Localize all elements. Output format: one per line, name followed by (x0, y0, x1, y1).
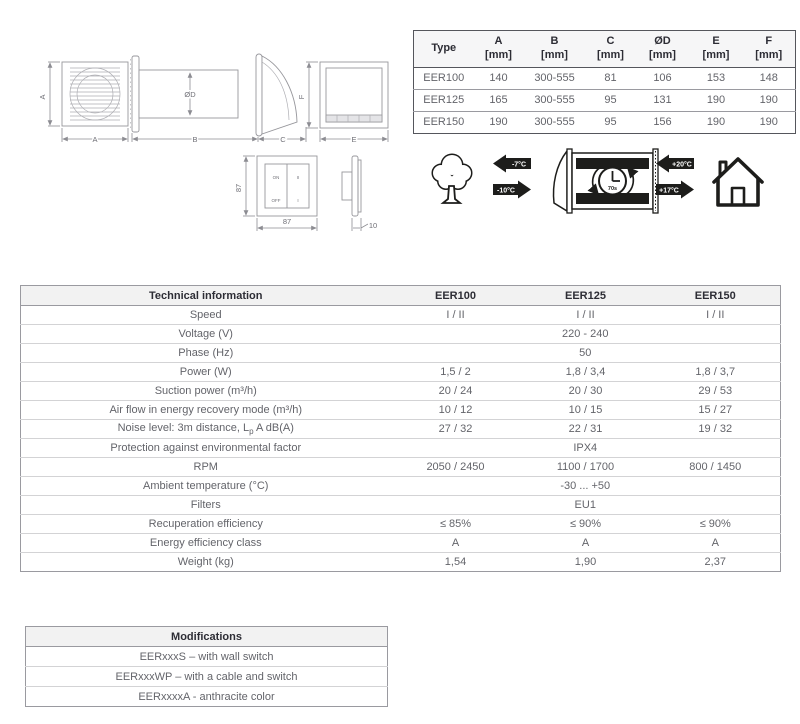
cell-value: I / II (521, 306, 651, 325)
row-label: Ambient temperature (°C) (21, 477, 391, 496)
cell-value: 19 / 32 (651, 420, 781, 439)
row-recuperation-efficiency (21, 515, 781, 534)
dim-value: 190 (690, 111, 743, 133)
row-suction-power (21, 382, 781, 401)
dim-value: 165 (474, 89, 524, 111)
dim-f-vertical (306, 62, 318, 128)
col-label: Type (431, 41, 457, 54)
row-label: Filters (21, 496, 391, 515)
row-label: Suction power (m³/h) (21, 382, 391, 401)
dims-col-c (586, 31, 636, 68)
cell-value: 2050 / 2450 (391, 458, 521, 477)
mods-row-anthracite (26, 687, 388, 707)
dims-col-e (690, 31, 743, 68)
row-speed (21, 306, 781, 325)
row-label (21, 420, 391, 439)
mods-header-row (26, 627, 388, 647)
technical-information-table (20, 285, 781, 572)
row-protection (21, 439, 781, 458)
dim-switch-height (243, 156, 255, 216)
clock-icon (599, 168, 626, 195)
exhaust-temp-label: -7°C (511, 161, 527, 169)
vent-cover-view (320, 62, 388, 128)
cell-value: 1100 / 1700 (521, 458, 651, 477)
cell-value: 29 / 53 (651, 382, 781, 401)
dim-value: 300-555 (524, 67, 586, 89)
row-noise-level (21, 420, 781, 439)
cell-value: EU1 (391, 496, 781, 515)
row-voltage (21, 325, 781, 344)
model-header: EER150 (651, 286, 781, 306)
model-name: EER125 (414, 89, 474, 111)
dim-switch-depth (352, 218, 368, 231)
row-label: Protection against environmental factor (21, 439, 391, 458)
row-label: RPM (21, 458, 391, 477)
row-airflow-recovery (21, 401, 781, 420)
switch-on-label: ON (272, 175, 280, 180)
noise-label-sub: p (249, 427, 254, 437)
cell-value: 15 / 27 (651, 401, 781, 420)
dim-label-b: B (192, 135, 198, 144)
dim-value: 190 (474, 111, 524, 133)
dims-col-type (414, 31, 474, 68)
cell-value: 50 (391, 344, 781, 363)
cell-value: ≤ 90% (651, 515, 781, 534)
dim-value: 300-555 (524, 89, 586, 111)
row-label: Recuperation efficiency (21, 515, 391, 534)
dim-label-e: E (351, 135, 357, 144)
cell-value: 27 / 32 (391, 420, 521, 439)
fan-side-view (131, 54, 298, 136)
cell-value: 800 / 1450 (651, 458, 781, 477)
mods-row-wall-switch (26, 647, 388, 667)
cell-value: 1,8 / 3,4 (521, 363, 651, 382)
row-label: Energy efficiency class (21, 534, 391, 553)
dim-value: 81 (586, 67, 636, 89)
extract-arrow (656, 155, 694, 173)
dims-col-b (524, 31, 586, 68)
cell-value: 1,90 (521, 553, 651, 572)
dims-row-eer150 (414, 111, 796, 133)
dim-label-switch-height: 87 (234, 183, 243, 193)
col-unit: [mm] (485, 48, 512, 61)
row-label: Weight (kg) (21, 553, 391, 572)
row-energy-efficiency-class (21, 534, 781, 553)
col-label: ØD (654, 35, 671, 47)
wall-switch-front-view (257, 156, 317, 216)
fan-dimensions-drawing (20, 42, 410, 254)
cell-value: 22 / 31 (521, 420, 651, 439)
dimensions-table (413, 30, 796, 134)
tech-table-title: Technical information (21, 286, 391, 306)
intake-temp-label: -10°C (497, 187, 515, 195)
cell-value: ≤ 85% (391, 515, 521, 534)
operating-principle-strip (415, 145, 785, 220)
cycle-time-label: 70s (607, 186, 618, 192)
dim-label-f: F (297, 94, 306, 100)
tree-icon (433, 155, 471, 203)
noise-label-post: A dB(A) (253, 422, 294, 434)
dim-value: 95 (586, 89, 636, 111)
row-power (21, 363, 781, 382)
cell-value: 10 / 12 (391, 401, 521, 420)
cell-value: 10 / 15 (521, 401, 651, 420)
cell-value: A (521, 534, 651, 553)
cell-value: A (391, 534, 521, 553)
dims-row-eer125 (414, 89, 796, 111)
switch-speed2-label: II (296, 175, 300, 180)
house-icon (714, 159, 762, 205)
mods-row-cable-switch (26, 667, 388, 687)
dim-label-c: C (280, 135, 286, 144)
duct-diagram (554, 149, 658, 213)
dims-col-a (474, 31, 524, 68)
dim-value: 95 (586, 111, 636, 133)
switch-off-label: OFF (271, 198, 281, 203)
exhaust-arrow (493, 155, 531, 173)
row-phase (21, 344, 781, 363)
model-name: EER100 (414, 67, 474, 89)
row-label: Phase (Hz) (21, 344, 391, 363)
cell-value: ≤ 90% (521, 515, 651, 534)
col-unit: [mm] (755, 48, 783, 61)
dims-row-eer100 (414, 67, 796, 89)
cell-value: 2,37 (651, 553, 781, 572)
model-header: EER125 (521, 286, 651, 306)
dim-value: 106 (636, 67, 690, 89)
extract-temp-label: +20°C (672, 161, 692, 169)
row-label: Speed (21, 306, 391, 325)
col-unit: [mm] (541, 48, 568, 61)
col-label: A (494, 35, 503, 47)
noise-label-pre: Noise level: 3m distance, L (117, 422, 250, 434)
cell-value: -30 ... +50 (391, 477, 781, 496)
dims-col-f (743, 31, 796, 68)
mods-table-title: Modifications (26, 627, 388, 647)
dim-value: 153 (690, 67, 743, 89)
dims-header-row (414, 31, 796, 68)
col-label: F (765, 35, 773, 47)
mod-item: EERxxxxA - anthracite color (26, 687, 388, 707)
col-label: C (606, 35, 615, 47)
col-unit: [mm] (597, 48, 624, 61)
cell-value: I / II (391, 306, 521, 325)
model-header: EER100 (391, 286, 521, 306)
switch-speed1-label: I (297, 198, 299, 203)
dim-label-switch-depth: 10 (368, 221, 378, 230)
row-rpm (21, 458, 781, 477)
mod-item: EERxxxS – with wall switch (26, 647, 388, 667)
dim-label-switch-width: 87 (282, 217, 292, 226)
dim-a-vertical (48, 62, 60, 126)
dim-label-d: ØD (184, 90, 196, 99)
model-name: EER150 (414, 111, 474, 133)
dim-value: 131 (636, 89, 690, 111)
cell-value: 1,54 (391, 553, 521, 572)
dim-value: 190 (743, 89, 796, 111)
cell-value: 220 - 240 (391, 325, 781, 344)
row-label: Power (W) (21, 363, 391, 382)
supply-temp-label: +17°C (659, 187, 679, 195)
cell-value: 20 / 24 (391, 382, 521, 401)
dim-label-a-bottom: A (92, 135, 98, 144)
dim-value: 190 (743, 111, 796, 133)
col-label: E (712, 35, 720, 47)
row-weight (21, 553, 781, 572)
intake-arrow (493, 181, 531, 199)
dim-value: 190 (690, 89, 743, 111)
cell-value: IPX4 (391, 439, 781, 458)
dim-value: 300-555 (524, 111, 586, 133)
dim-value: 148 (743, 67, 796, 89)
row-label: Air flow in energy recovery mode (m³/h) (21, 401, 391, 420)
cell-value: I / II (651, 306, 781, 325)
col-unit: [mm] (649, 48, 676, 61)
col-label: B (550, 35, 559, 47)
fan-front-view (62, 62, 128, 126)
cell-value: 1,5 / 2 (391, 363, 521, 382)
cell-value: 20 / 30 (521, 382, 651, 401)
cell-value: 1,8 / 3,7 (651, 363, 781, 382)
row-filters (21, 496, 781, 515)
mod-item: EERxxxWP – with a cable and switch (26, 667, 388, 687)
dim-value: 140 (474, 67, 524, 89)
cell-value: A (651, 534, 781, 553)
tech-header-row (21, 286, 781, 306)
wall-switch-side-view (342, 156, 361, 216)
dim-label-a-side: A (38, 94, 47, 100)
dims-col-d (636, 31, 690, 68)
row-label: Voltage (V) (21, 325, 391, 344)
dim-value: 156 (636, 111, 690, 133)
modifications-table (25, 626, 388, 707)
supply-arrow (656, 181, 694, 199)
col-unit: [mm] (702, 48, 730, 61)
row-ambient-temperature (21, 477, 781, 496)
